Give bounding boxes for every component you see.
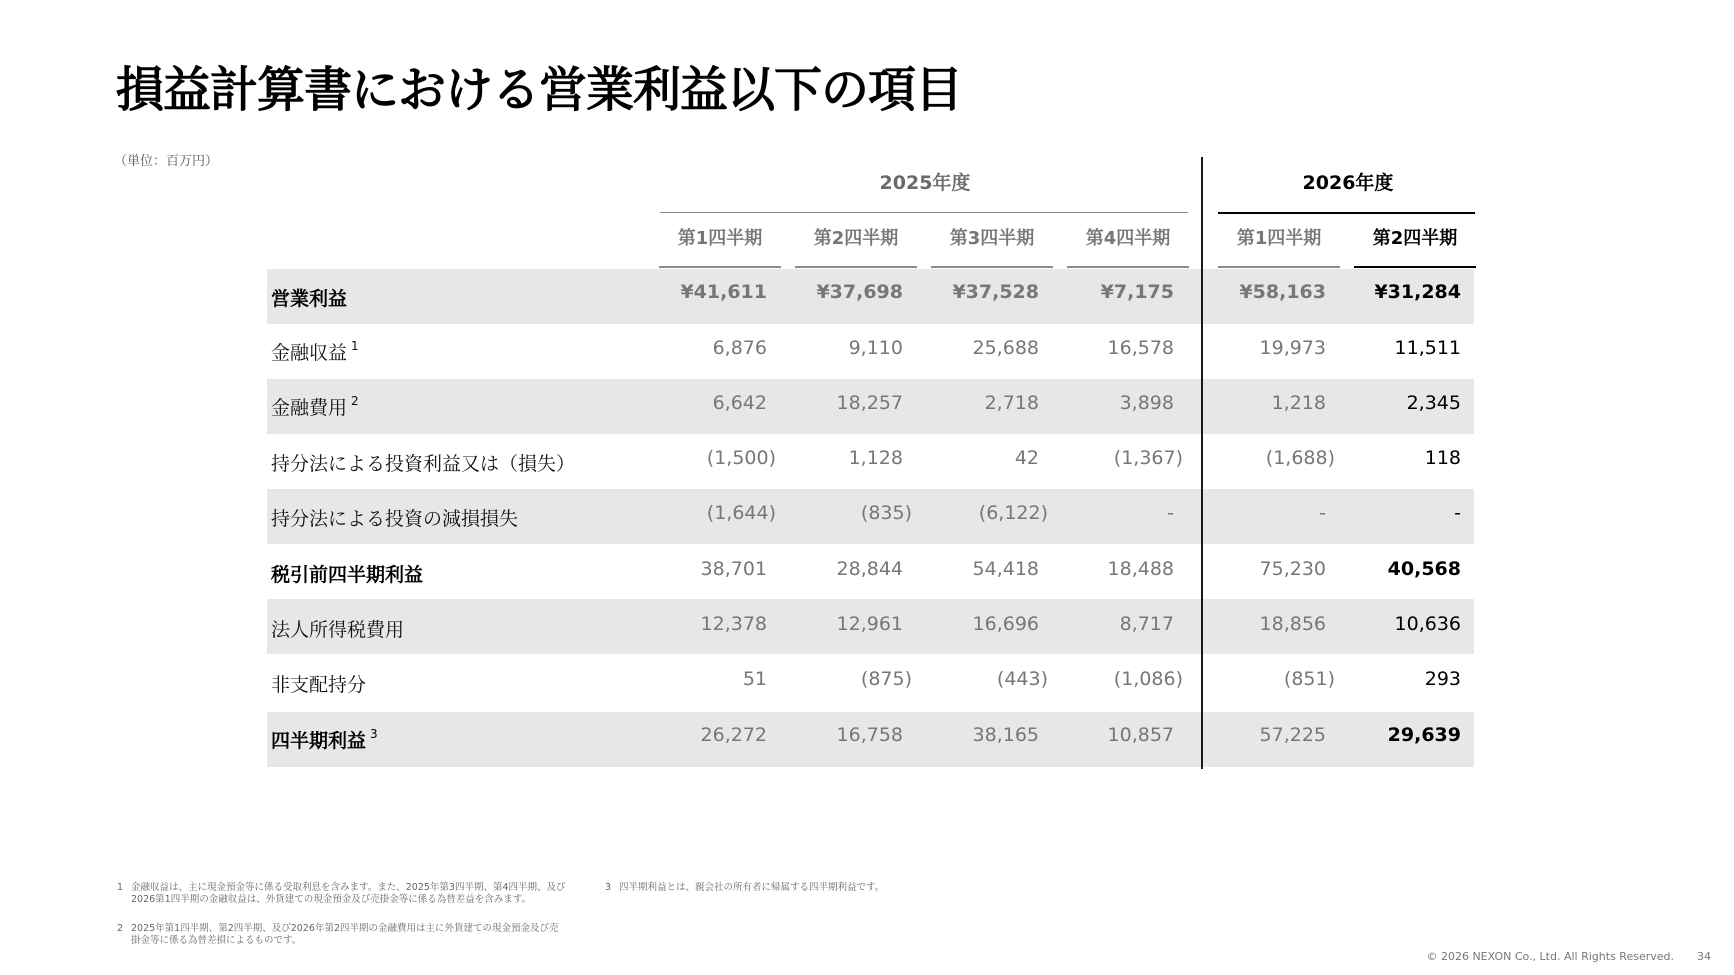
row-label: 持分法による投資の減損損失 — [271, 508, 519, 530]
quarter-rule-current — [1354, 266, 1476, 268]
value-cell-current: ¥31,284 — [1374, 281, 1461, 303]
year-header-2026: 2026年度 — [1302, 172, 1394, 194]
value-cell: (875) — [860, 668, 912, 690]
quarter-header: 第1四半期 — [677, 228, 763, 249]
value-cell: 10,857 — [1107, 724, 1174, 746]
value-cell: 18,488 — [1107, 558, 1174, 580]
value-cell-current: 2,345 — [1406, 392, 1461, 414]
row-label: 金融費用 $^2$ — [271, 393, 359, 419]
value-cell: 3,898 — [1119, 392, 1174, 414]
value-cell: 18,856 — [1259, 613, 1326, 635]
value-cell: 51 — [742, 668, 767, 690]
row-label: 金融収益 $^1$ — [271, 338, 359, 364]
value-cell: (1,644) — [706, 502, 776, 524]
value-cell: ¥58,163 — [1239, 281, 1326, 303]
value-cell: 38,165 — [972, 724, 1039, 746]
row-label: 非支配持分 — [271, 674, 367, 696]
footnote — [605, 882, 1005, 894]
quarter-rule — [1218, 266, 1340, 268]
footnote-ref: 2 — [351, 393, 359, 408]
page-title: 損益計算書における営業利益以下の項目 — [116, 62, 963, 118]
footnote — [117, 882, 567, 907]
value-cell: 26,272 — [700, 724, 767, 746]
value-cell: 28,844 — [836, 558, 903, 580]
value-cell: (443) — [996, 668, 1048, 690]
quarter-rule — [659, 266, 781, 268]
value-cell: 16,578 — [1107, 337, 1174, 359]
quarter-header: 第3四半期 — [949, 228, 1035, 249]
row-label: 営業利益 — [271, 288, 348, 310]
quarter-rule — [1067, 266, 1189, 268]
row-label: 法人所得税費用 — [271, 619, 405, 641]
footnote-ref: 1 — [351, 338, 359, 353]
quarter-rule — [931, 266, 1053, 268]
footnote-text: 四半期利益とは、親会社の所有者に帰属する四半期利益です。 — [619, 882, 885, 893]
value-cell: 16,758 — [836, 724, 903, 746]
value-cell: 1,218 — [1271, 392, 1326, 414]
row-label: 持分法による投資利益又は（損失） — [271, 453, 576, 475]
year-rule-2026 — [1218, 212, 1475, 214]
value-cell-current: 40,568 — [1387, 558, 1461, 580]
value-cell: 75,230 — [1259, 558, 1326, 580]
value-cell: 6,642 — [712, 392, 767, 414]
quarter-header: 第4四半期 — [1085, 228, 1171, 249]
value-cell-current: 11,511 — [1394, 337, 1461, 359]
quarter-header: 第2四半期 — [813, 228, 899, 249]
footnote-text: 2025年第1四半期、第2四半期、及び2026年第2四半期の金融費用は主に外貨建ての現金預金及び売掛金等に係る為替差損によるものです。 — [131, 923, 559, 947]
year-divider — [1201, 157, 1203, 769]
value-cell: ¥37,528 — [952, 281, 1039, 303]
page-number: 34 — [1697, 950, 1711, 963]
value-cell: 57,225 — [1259, 724, 1326, 746]
value-cell: (835) — [860, 502, 912, 524]
value-cell: 9,110 — [848, 337, 903, 359]
value-cell: 2,718 — [984, 392, 1039, 414]
value-cell: ¥7,175 — [1100, 281, 1174, 303]
footnote — [117, 923, 567, 948]
footnote-number: 3 — [605, 882, 612, 893]
quarter-header-current: 第2四半期 — [1372, 228, 1458, 249]
value-cell: - — [1319, 502, 1326, 524]
value-cell: (1,367) — [1113, 447, 1183, 469]
value-cell: (6,122) — [978, 502, 1048, 524]
year-header-2025: 2025年度 — [879, 172, 971, 194]
value-cell: 42 — [1014, 447, 1039, 469]
value-cell: 25,688 — [972, 337, 1039, 359]
value-cell: 1,128 — [848, 447, 903, 469]
value-cell: (1,086) — [1113, 668, 1183, 690]
row-label: 四半期利益 $^3$ — [271, 726, 378, 752]
value-cell: 18,257 — [836, 392, 903, 414]
value-cell: - — [1167, 502, 1174, 524]
value-cell: (851) — [1283, 668, 1335, 690]
value-cell: 12,961 — [836, 613, 903, 635]
value-cell: 16,696 — [972, 613, 1039, 635]
value-cell-current: - — [1454, 502, 1461, 524]
footnote-ref: 3 — [370, 726, 378, 741]
value-cell: ¥37,698 — [816, 281, 903, 303]
value-cell-current: 118 — [1424, 447, 1461, 469]
value-cell-current: 29,639 — [1387, 724, 1461, 746]
value-cell: (1,688) — [1265, 447, 1335, 469]
value-cell-current: 10,636 — [1394, 613, 1461, 635]
value-cell: 19,973 — [1259, 337, 1326, 359]
copyright: © 2026 NEXON Co., Ltd. All Rights Reserved. — [1426, 950, 1674, 963]
row-label: 税引前四半期利益 — [271, 564, 424, 586]
value-cell: 54,418 — [972, 558, 1039, 580]
footnote-number: 1 — [117, 882, 124, 893]
value-cell: 8,717 — [1119, 613, 1174, 635]
value-cell: 38,701 — [700, 558, 767, 580]
value-cell: 6,876 — [712, 337, 767, 359]
value-cell: (1,500) — [706, 447, 776, 469]
value-cell: ¥41,611 — [680, 281, 767, 303]
value-cell-current: 293 — [1424, 668, 1461, 690]
value-cell: 12,378 — [700, 613, 767, 635]
quarter-rule — [795, 266, 917, 268]
unit-note: （単位：百万円） — [114, 154, 219, 169]
year-rule-2025 — [660, 212, 1188, 213]
footnote-number: 2 — [117, 923, 124, 934]
quarter-header: 第1四半期 — [1236, 228, 1322, 249]
footnote-text: 金融収益は、主に現金預金等に係る受取利息を含みます。また、2025年第3四半期、第4四半期、及び2026第1四半期の金融収益は、外貨建ての現金預金及び売掛金等に係る為替差益を含みます。 — [131, 882, 566, 906]
